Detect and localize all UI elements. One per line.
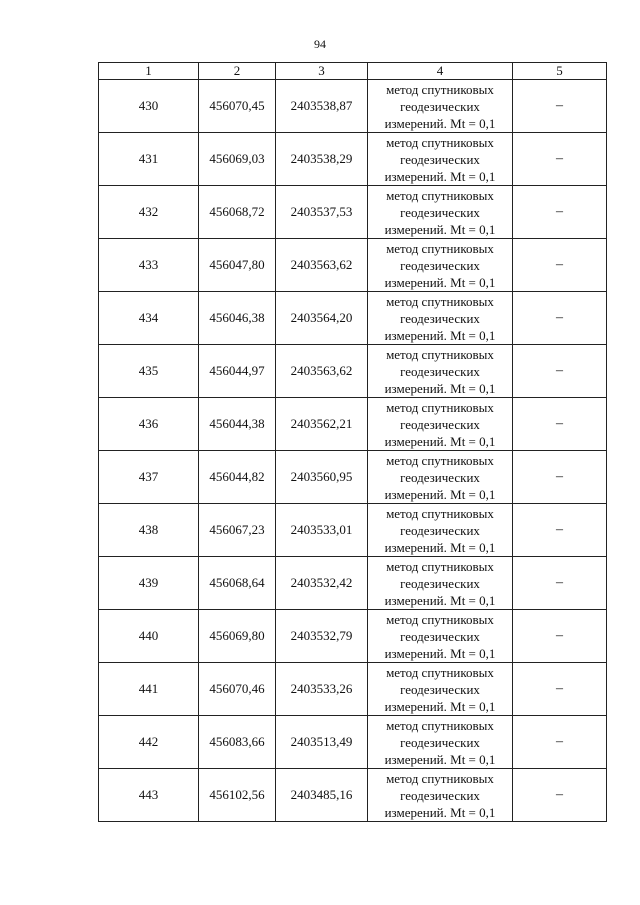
coord-y: 2403560,95 [276,451,368,504]
method-line-3: измерений. Mt = 0,1 [384,592,496,608]
point-number: 439 [99,557,199,610]
header-col-2: 2 [199,63,276,80]
table-row [99,663,607,716]
method-line-1: метод спутниковых [386,187,494,203]
col-5-value: – [513,239,607,292]
table-row [99,398,607,451]
method-description [368,345,513,398]
col-5-value: – [513,398,607,451]
method-description [368,133,513,186]
method-description [368,504,513,557]
table-row [99,239,607,292]
method-line-3: измерений. Mt = 0,1 [384,751,496,767]
method-line-3: измерений. Mt = 0,1 [384,221,496,237]
table-header-row [99,63,607,80]
method-line-1: метод спутниковых [386,81,494,97]
coord-x: 456046,38 [199,292,276,345]
method-description [368,451,513,504]
method-line-3: измерений. Mt = 0,1 [384,645,496,661]
coord-y: 2403562,21 [276,398,368,451]
method-line-3: измерений. Mt = 0,1 [384,380,496,396]
method-description [368,80,513,133]
method-line-3: измерений. Mt = 0,1 [384,433,496,449]
method-line-2: геодезических [400,98,480,114]
method-line-3: измерений. Mt = 0,1 [384,115,496,131]
table-row [99,345,607,398]
coord-x: 456047,80 [199,239,276,292]
method-line-2: геодезических [400,416,480,432]
method-line-2: геодезических [400,310,480,326]
coord-y: 2403563,62 [276,345,368,398]
method-line-1: метод спутниковых [386,134,494,150]
col-5-value: – [513,292,607,345]
coord-x: 456044,97 [199,345,276,398]
table-row [99,504,607,557]
header-col-1: 1 [99,63,199,80]
method-line-1: метод спутниковых [386,240,494,256]
table-row [99,451,607,504]
coord-y: 2403538,87 [276,80,368,133]
method-description [368,398,513,451]
point-number: 443 [99,769,199,822]
table-row [99,292,607,345]
point-number: 442 [99,716,199,769]
method-description [368,663,513,716]
method-line-1: метод спутниковых [386,558,494,574]
coord-x: 456083,66 [199,716,276,769]
point-number: 436 [99,398,199,451]
method-line-2: геодезических [400,628,480,644]
header-col-5: 5 [513,63,607,80]
header-col-3: 3 [276,63,368,80]
coord-x: 456069,80 [199,610,276,663]
col-5-value: – [513,80,607,133]
col-5-value: – [513,504,607,557]
method-line-1: метод спутниковых [386,664,494,680]
table-row [99,769,607,822]
method-line-2: геодезических [400,469,480,485]
point-number: 441 [99,663,199,716]
method-line-2: геодезических [400,257,480,273]
coord-x: 456067,23 [199,504,276,557]
page-number: 94 [314,37,326,51]
method-description [368,610,513,663]
coord-y: 2403533,01 [276,504,368,557]
coord-y: 2403537,53 [276,186,368,239]
col-5-value: – [513,610,607,663]
coord-y: 2403513,49 [276,716,368,769]
method-description [368,186,513,239]
method-line-2: геодезических [400,787,480,803]
coord-x: 456069,03 [199,133,276,186]
method-line-2: геодезических [400,363,480,379]
method-line-1: метод спутниковых [386,611,494,627]
method-description [368,239,513,292]
coord-y: 2403564,20 [276,292,368,345]
method-line-2: геодезических [400,681,480,697]
method-line-3: измерений. Mt = 0,1 [384,168,496,184]
coord-y: 2403532,79 [276,610,368,663]
point-number: 440 [99,610,199,663]
coord-y: 2403538,29 [276,133,368,186]
method-line-2: геодезических [400,575,480,591]
method-line-1: метод спутниковых [386,293,494,309]
method-line-2: геодезических [400,204,480,220]
method-line-3: измерений. Mt = 0,1 [384,486,496,502]
table-row [99,716,607,769]
point-number: 434 [99,292,199,345]
point-number: 438 [99,504,199,557]
col-5-value: – [513,663,607,716]
method-line-1: метод спутниковых [386,452,494,468]
coord-x: 456070,45 [199,80,276,133]
coord-x: 456044,38 [199,398,276,451]
table-row [99,186,607,239]
header-col-4: 4 [368,63,513,80]
col-5-value: – [513,345,607,398]
method-line-3: измерений. Mt = 0,1 [384,539,496,555]
coord-x: 456070,46 [199,663,276,716]
col-5-value: – [513,451,607,504]
method-line-1: метод спутниковых [386,505,494,521]
col-5-value: – [513,769,607,822]
point-number: 430 [99,80,199,133]
point-number: 433 [99,239,199,292]
table-body [99,80,607,822]
method-line-2: геодезических [400,522,480,538]
table-row [99,133,607,186]
coord-y: 2403485,16 [276,769,368,822]
method-line-1: метод спутниковых [386,717,494,733]
method-line-1: метод спутниковых [386,770,494,786]
method-line-3: измерений. Mt = 0,1 [384,698,496,714]
coord-y: 2403563,62 [276,239,368,292]
method-description [368,292,513,345]
col-5-value: – [513,186,607,239]
col-5-value: – [513,716,607,769]
method-line-2: геодезических [400,734,480,750]
coord-x: 456068,64 [199,557,276,610]
method-line-3: измерений. Mt = 0,1 [384,804,496,820]
method-line-2: геодезических [400,151,480,167]
method-line-3: измерений. Mt = 0,1 [384,274,496,290]
coord-y: 2403533,26 [276,663,368,716]
table-row [99,557,607,610]
coordinates-table [98,62,607,822]
coord-x: 456102,56 [199,769,276,822]
method-line-1: метод спутниковых [386,399,494,415]
method-description [368,716,513,769]
method-description [368,769,513,822]
col-5-value: – [513,557,607,610]
coord-x: 456068,72 [199,186,276,239]
method-line-1: метод спутниковых [386,346,494,362]
coord-y: 2403532,42 [276,557,368,610]
method-description [368,557,513,610]
point-number: 435 [99,345,199,398]
col-5-value: – [513,133,607,186]
point-number: 431 [99,133,199,186]
point-number: 432 [99,186,199,239]
method-line-3: измерений. Mt = 0,1 [384,327,496,343]
table-row [99,610,607,663]
coord-x: 456044,82 [199,451,276,504]
point-number: 437 [99,451,199,504]
table-row [99,80,607,133]
